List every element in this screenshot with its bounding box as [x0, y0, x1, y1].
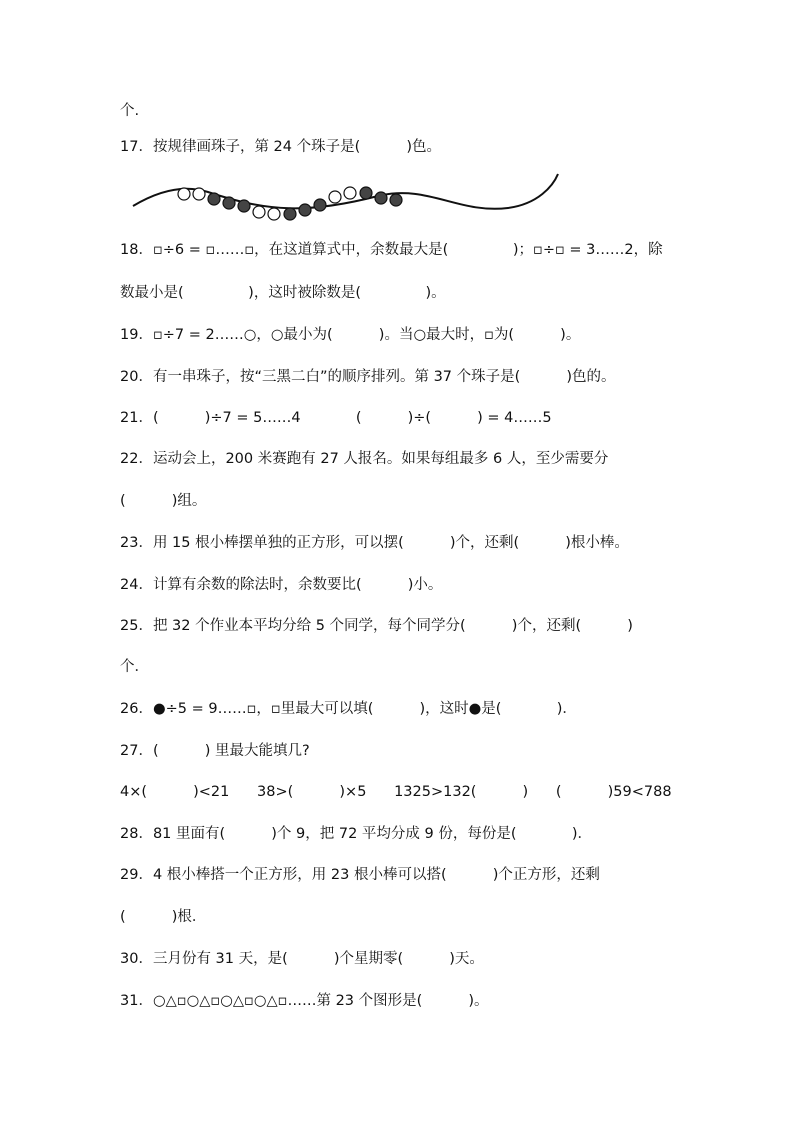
question-27: 27．( ) 里最大能填几?	[120, 743, 310, 759]
question-22-line1: 22．运动会上，200 米赛跑有 27 人报名。如果每组最多 6 人，至少需要分	[120, 451, 609, 467]
bead-white	[253, 206, 265, 218]
question-23: 23．用 15 根小棒摆单独的正方形，可以摆( )个，还剩( )根小棒。	[120, 535, 629, 551]
bead-group	[178, 187, 402, 220]
bead-black	[314, 199, 326, 211]
question-30: 30．三月份有 31 天，是( )个星期零( )天。	[120, 951, 484, 967]
question-17: 17．按规律画珠子，第 24 个珠子是( )色。	[120, 139, 442, 155]
question-25-line1: 25．把 32 个作业本平均分给 5 个同学，每个同学分( )个，还剩( )	[120, 618, 633, 634]
question-29-line1: 29．4 根小棒搭一个正方形，用 23 根小棒可以搭( )个正方形，还剩	[120, 867, 600, 883]
bead-white	[178, 188, 190, 200]
bead-white	[268, 208, 280, 220]
bead-white	[193, 188, 205, 200]
question-27-items: 4×( )<21 38>( )×5 1325>132( ) ( )59<788	[120, 784, 672, 800]
question-28: 28．81 里面有( )个 9，把 72 平均分成 9 份，每份是( )．	[120, 826, 592, 842]
question-18-line2: 数最小是( )，这时被除数是( )。	[120, 285, 446, 301]
question-31: 31．○△▫○△▫○△▫○△▫……第 23 个图形是( )。	[120, 993, 489, 1009]
bead-black	[223, 197, 235, 209]
bead-black	[390, 194, 402, 206]
bead-white	[329, 191, 341, 203]
bead-black	[208, 193, 220, 205]
bead-string-figure	[128, 166, 568, 226]
bead-white	[344, 187, 356, 199]
question-20: 20．有一串珠子，按“三黑二白”的顺序排列。第 37 个珠子是( )色的。	[120, 369, 616, 385]
question-25-line2: 个．	[120, 659, 149, 675]
bead-black	[238, 200, 250, 212]
question-24: 24．计算有余数的除法时，余数要比( )小。	[120, 577, 443, 593]
question-29-line2: ( )根．	[120, 909, 207, 925]
question-19: 19．▫÷7 = 2……○，○最小为( )。当○最大时，▫为( )。	[120, 327, 581, 343]
bead-black	[375, 192, 387, 204]
bead-black	[284, 208, 296, 220]
line-continuation: 个.	[120, 103, 140, 119]
question-18-line1: 18．▫÷6 = ▫……▫，在这道算式中，余数最大是( )；▫÷▫ = 3……2，除	[120, 242, 663, 258]
question-21: 21．( )÷7 = 5……4 ( )÷( ) = 4……5	[120, 410, 552, 426]
question-22-line2: ( )组。	[120, 493, 207, 509]
bead-black	[299, 204, 311, 216]
question-26: 26．●÷5 = 9……▫，▫里最大可以填( )，这时●是( )．	[120, 701, 577, 717]
bead-black	[360, 187, 372, 199]
